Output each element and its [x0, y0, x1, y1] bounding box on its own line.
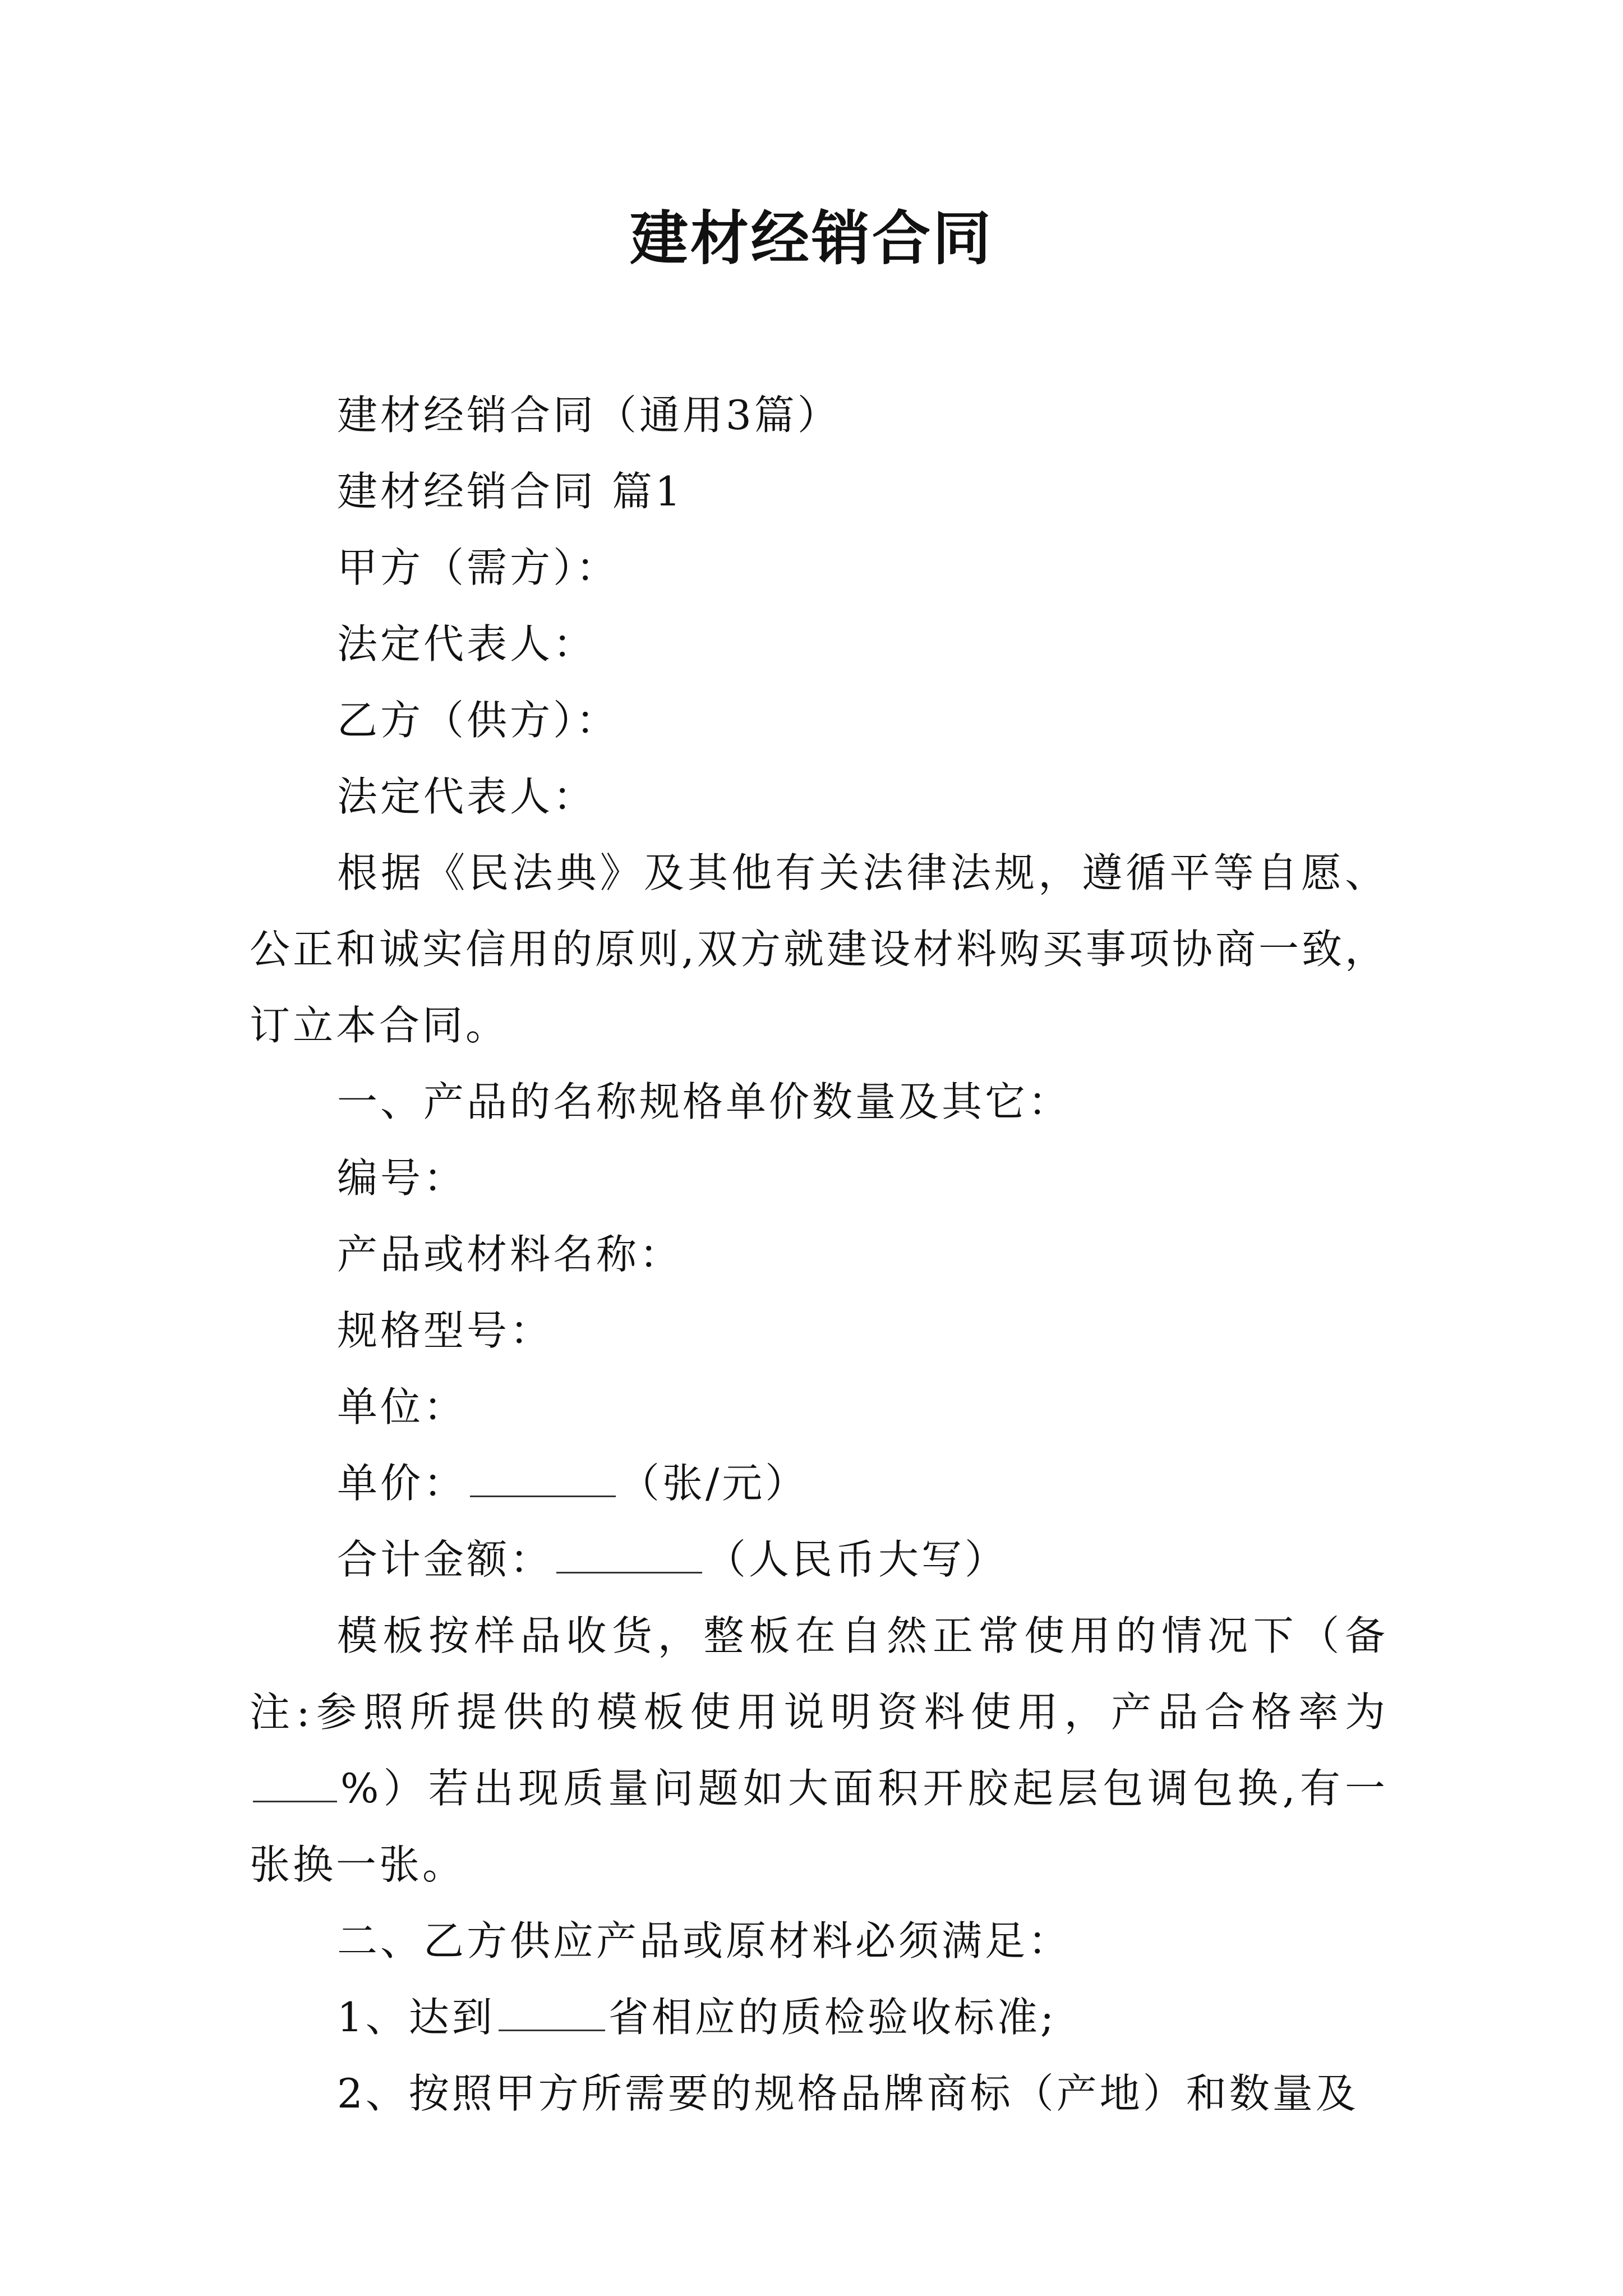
document-title: 建材经销合同 [629, 204, 993, 273]
document-body [250, 377, 1388, 2132]
clause2-heading: 二、乙方供应产品或原材料必须满足： [337, 1917, 1072, 1964]
quality-text-2: %）若出现质量问题如大面积开胶起层包调包换,有一张换一张。 [250, 1765, 1388, 1888]
item2-line: 2、按照甲方所需要的规格品牌商标（产地）和数量及 [337, 2070, 1359, 2117]
unit-price-suffix: （张/元） [619, 1460, 809, 1507]
section-heading: 建材经销合同 篇1 [337, 468, 684, 515]
item1-line [250, 1979, 1388, 2055]
province-blank [499, 1995, 605, 2031]
party-a-line: 甲方（需方）： [337, 544, 620, 591]
rep-a-line: 法定代表人： [337, 620, 597, 668]
total-amount-line [250, 1521, 1388, 1598]
intro-paragraph: 根据《民法典》及其他有关法律法规，遵循平等自愿、公正和诚实信用的原则,双方就建设材料购买事项协商一致，订立本合同。 [250, 849, 1388, 1049]
unit-price-label: 单价： [337, 1460, 467, 1507]
unit-line: 单位： [337, 1383, 467, 1430]
party-b-line: 乙方（供方）： [337, 697, 620, 744]
item1-text-2: 省相应的质检验收标准; [608, 1994, 1057, 2041]
clause1-heading: 一、产品的名称规格单价数量及其它： [337, 1078, 1072, 1125]
serial-no-line: 编号： [337, 1154, 467, 1202]
unit-price-line [250, 1445, 1388, 1521]
total-suffix: （人民币大写） [706, 1536, 1008, 1583]
pass-rate-blank [253, 1766, 337, 1802]
product-name-line: 产品或材料名称： [337, 1231, 683, 1278]
total-blank [556, 1537, 702, 1573]
total-label: 合计金额： [337, 1536, 554, 1583]
quality-paragraph [250, 1598, 1388, 1903]
rep-b-line: 法定代表人： [337, 773, 597, 820]
subtitle-line: 建材经销合同（通用3篇） [337, 392, 841, 439]
spec-model-line: 规格型号： [337, 1307, 554, 1354]
quality-text-1: 模板按样品收货，整板在自然正常使用的情况下（备注:参照所提供的模板使用说明资料使用，产品合格率为 [250, 1612, 1388, 1736]
unit-price-blank [470, 1461, 616, 1497]
item1-text-1: 1、达到 [337, 1994, 495, 2041]
